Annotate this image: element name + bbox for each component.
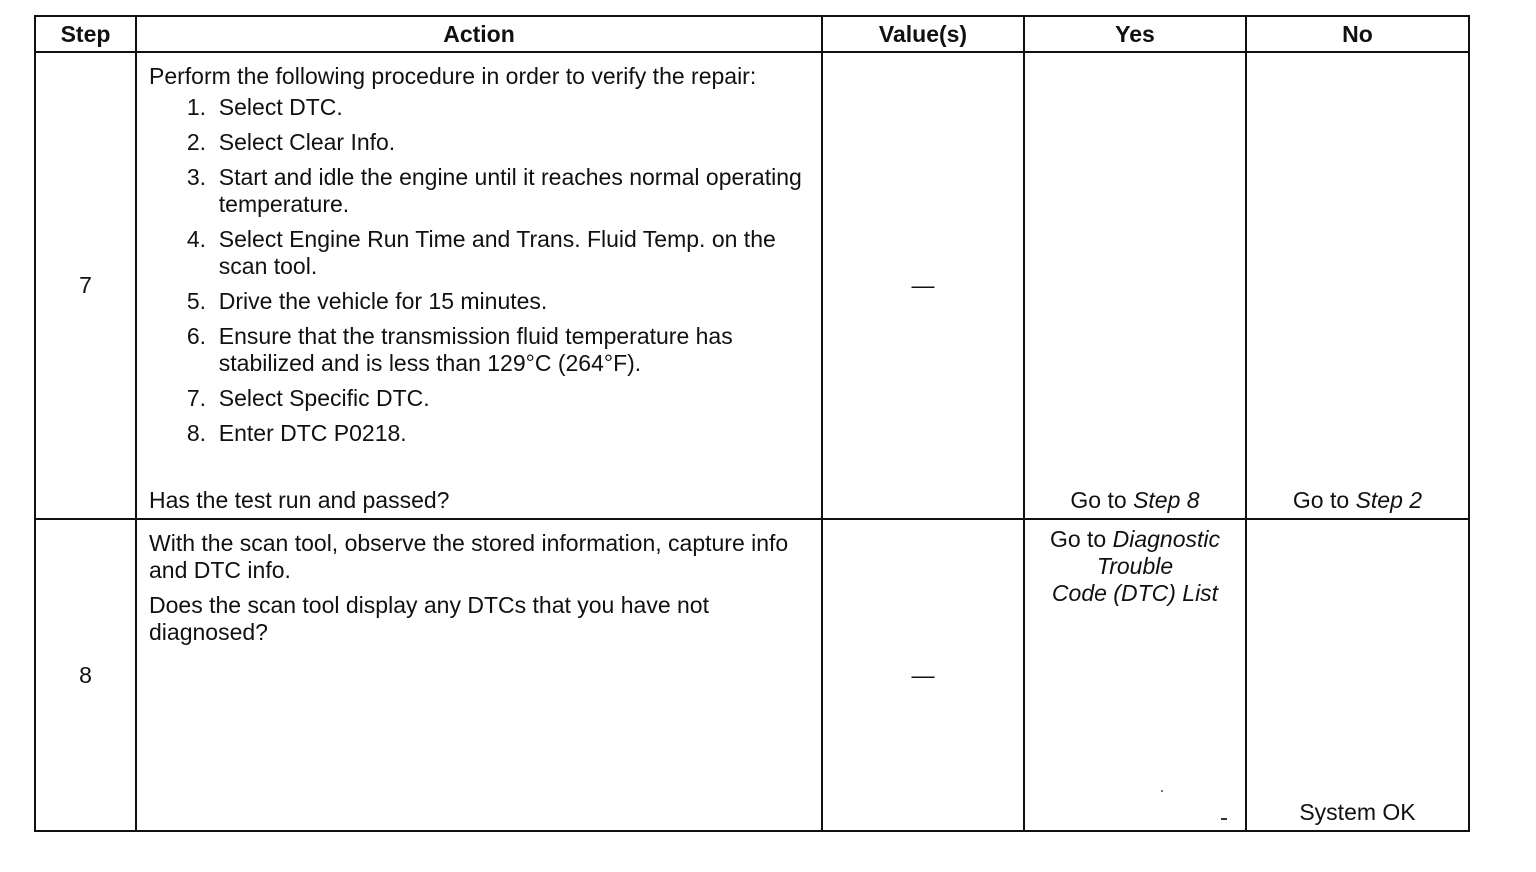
goto-prefix: Go to bbox=[1070, 487, 1134, 513]
header-values: Value(s) bbox=[822, 16, 1024, 52]
yes-goto bbox=[1025, 520, 1245, 607]
yes-goto bbox=[1025, 487, 1245, 514]
yes-cell bbox=[1024, 52, 1246, 519]
procedure-list bbox=[149, 94, 813, 447]
scan-dash-mark bbox=[1221, 818, 1227, 820]
procedure-text: Start and idle the engine until it reaches normal operating temperature. bbox=[218, 164, 802, 217]
procedure-item bbox=[149, 288, 813, 315]
procedure-number: 8. bbox=[186, 420, 206, 446]
action-question: Has the test run and passed? bbox=[149, 487, 450, 513]
goto-target-link[interactable]: Step 8 bbox=[1133, 487, 1200, 513]
scan-speck bbox=[1161, 790, 1163, 792]
procedure-item bbox=[149, 226, 813, 280]
no-cell bbox=[1246, 52, 1469, 519]
action-paragraph: With the scan tool, observe the stored information, capture info and DTC info. bbox=[149, 530, 789, 583]
goto-target-link[interactable]: Step 2 bbox=[1355, 487, 1423, 513]
goto-target-link-line3[interactable]: Code (DTC) List bbox=[1051, 580, 1219, 606]
procedure-item bbox=[149, 385, 813, 412]
header-yes: Yes bbox=[1024, 16, 1246, 52]
table-row-step-7 bbox=[35, 52, 1469, 519]
procedure-text: Enter DTC P0218. bbox=[218, 420, 407, 446]
procedure-number: 1. bbox=[186, 94, 206, 120]
procedure-number: 4. bbox=[186, 226, 206, 252]
action-intro: Perform the following procedure in order to verify the repair: bbox=[149, 63, 757, 89]
procedure-number: 5. bbox=[186, 288, 206, 314]
procedure-number: 2. bbox=[186, 129, 206, 155]
goto-prefix: Go to bbox=[1049, 526, 1113, 552]
goto-target-link-line1[interactable]: Diagnostic bbox=[1112, 526, 1221, 552]
value-cell: — bbox=[822, 52, 1024, 519]
procedure-item bbox=[149, 129, 813, 156]
procedure-item bbox=[149, 94, 813, 121]
action-question: Does the scan tool display any DTCs that you have not diagnosed? bbox=[149, 592, 709, 645]
header-action: Action bbox=[136, 16, 822, 52]
header-step: Step bbox=[35, 16, 136, 52]
no-goto bbox=[1247, 487, 1468, 514]
yes-cell bbox=[1024, 519, 1246, 831]
step-number: 8 bbox=[35, 519, 136, 831]
procedure-item bbox=[149, 420, 813, 447]
procedure-text: Drive the vehicle for 15 minutes. bbox=[218, 288, 548, 314]
action-cell bbox=[136, 52, 822, 519]
procedure-item bbox=[149, 323, 813, 377]
action-cell bbox=[136, 519, 822, 831]
procedure-text: Select Clear Info. bbox=[218, 129, 396, 155]
procedure-text: Select DTC. bbox=[218, 94, 343, 120]
procedure-number: 6. bbox=[186, 323, 206, 349]
step-number: 7 bbox=[35, 52, 136, 519]
goto-target-link-line2[interactable]: Trouble bbox=[1096, 553, 1174, 579]
procedure-number: 7. bbox=[186, 385, 206, 411]
header-no: No bbox=[1246, 16, 1469, 52]
procedure-text: Ensure that the transmission fluid temperature has stabilized and is less than 129°C (264°F). bbox=[218, 323, 733, 376]
diagnostic-table-frame bbox=[34, 15, 1468, 832]
diagnostic-table bbox=[34, 15, 1470, 832]
goto-prefix: Go to bbox=[1292, 487, 1356, 513]
no-result: System OK bbox=[1299, 799, 1416, 825]
no-cell bbox=[1246, 519, 1469, 831]
procedure-text: Select Engine Run Time and Trans. Fluid Temp. on the scan tool. bbox=[218, 226, 776, 279]
procedure-item bbox=[149, 164, 813, 218]
procedure-number: 3. bbox=[186, 164, 206, 190]
header-row bbox=[35, 16, 1469, 52]
procedure-text: Select Specific DTC. bbox=[218, 385, 430, 411]
table-row-step-8 bbox=[35, 519, 1469, 831]
value-cell: — bbox=[822, 519, 1024, 831]
